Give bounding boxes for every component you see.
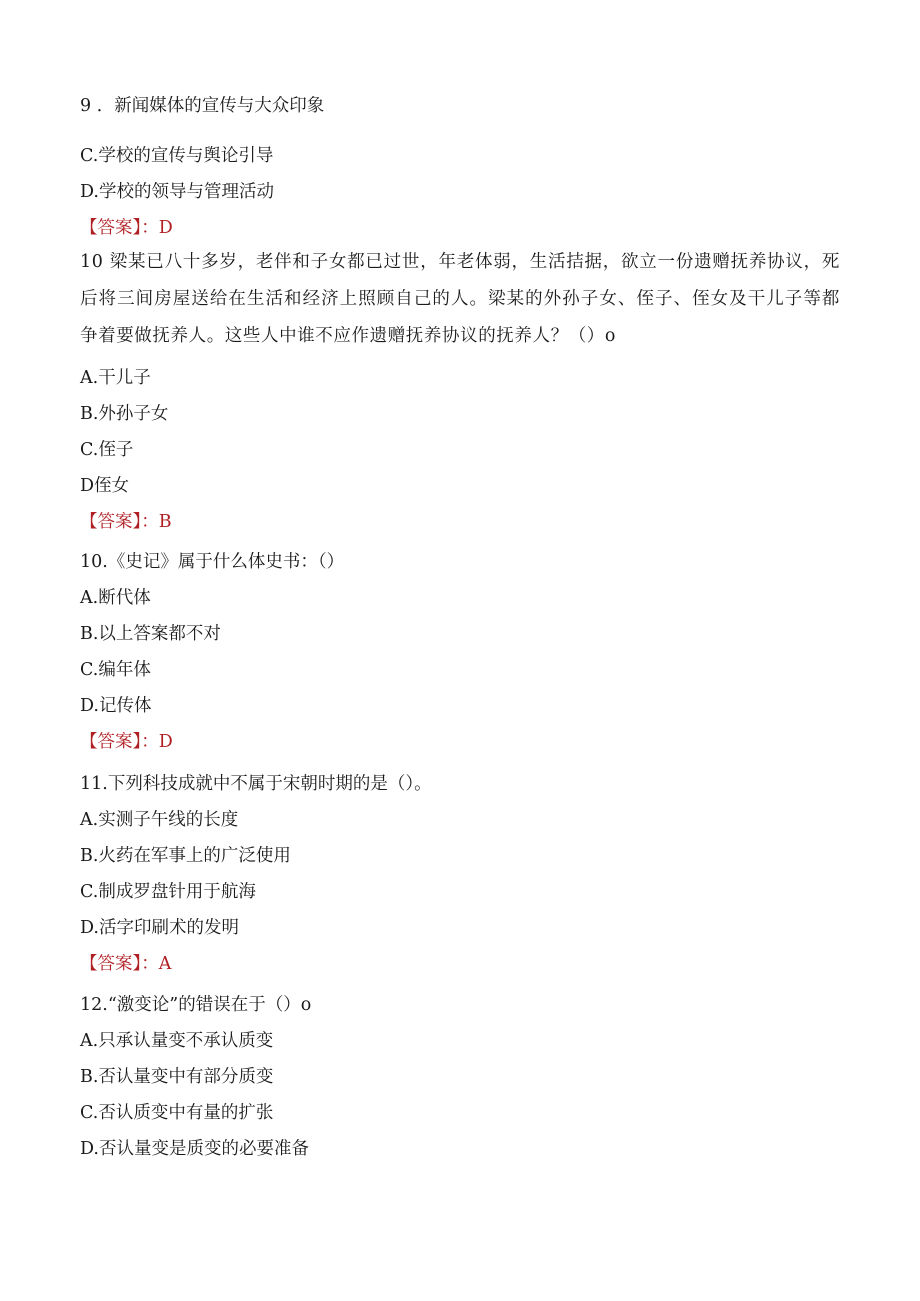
question-11-stem: 11.下列科技成就中不属于宋朝时期的是（）。	[80, 774, 432, 794]
question-10b-option-b: B.以上答案都不对	[80, 624, 221, 644]
question-12-option-b: B.否认量变中有部分质变	[80, 1067, 274, 1087]
question-9-option-c: C.学校的宣传与舆论引导	[80, 146, 274, 166]
question-9-stem: 9 ．新闻媒体的宣传与大众印象	[80, 96, 325, 116]
question-10-stem: 10 梁某已八十多岁，老伴和子女都已过世，年老体弱，生活拮据，欲立一份遗赠抚养协议，死后将三间房屋送给在生活和经济上照顾自己的人。梁某的外孙子女、侄子、侄女及干儿子等都争着要做抚养人。这些人中谁不应作遗赠抚养协议的抚养人？（）o	[80, 252, 840, 346]
question-10-option-d: D侄女	[80, 476, 130, 496]
question-10-option-a: A.干儿子	[80, 368, 151, 388]
question-10b-option-c: C.编年体	[80, 660, 151, 680]
question-10-option-c: C.侄子	[80, 440, 134, 460]
question-10-option-b: B.外孙子女	[80, 404, 169, 424]
question-11-option-a: A.实测子午线的长度	[80, 810, 239, 830]
question-11-option-b: B.火药在军事上的广泛使用	[80, 846, 291, 866]
question-9-option-d: D.学校的领导与管理活动	[80, 182, 274, 202]
question-11-option-c: C.制成罗盘针用于航海	[80, 882, 256, 902]
question-10b-option-a: A.断代体	[80, 588, 151, 608]
question-10b-option-d: D.记传体	[80, 696, 152, 716]
question-11-answer: 【答案】：A	[80, 954, 172, 974]
question-11-option-d: D.活字印刷术的发明	[80, 918, 239, 938]
question-9-answer: 【答案】：D	[80, 218, 173, 238]
question-12-option-d: D.否认量变是质变的必要准备	[80, 1139, 309, 1159]
question-12-stem: 12.“激变论”的错误在于（）o	[80, 995, 312, 1015]
question-12-option-c: C.否认质变中有量的扩张	[80, 1103, 274, 1123]
question-10b-stem: 10.《史记》属于什么体史书：（）	[80, 552, 345, 572]
question-10-answer: 【答案】：B	[80, 512, 172, 532]
question-12-option-a: A.只承认量变不承认质变	[80, 1031, 274, 1051]
question-10b-answer: 【答案】：D	[80, 732, 173, 752]
